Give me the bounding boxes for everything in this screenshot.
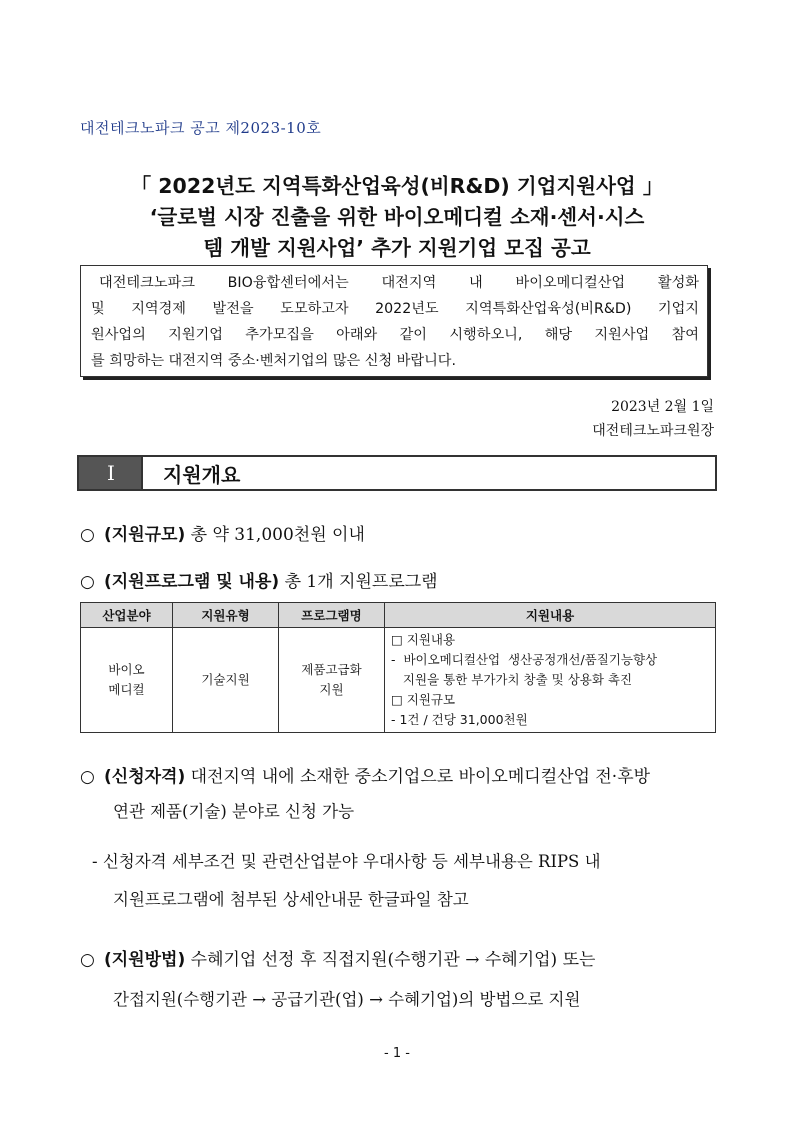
eligibility-sub-1: 신청자격 세부조건 및 관련산업분야 우대사항 등 세부내용은 RIPS 내 [102, 852, 601, 871]
title-line-1: 「 2022년도 지역특화산업육성(비R&D) 기업지원사업 」 [130, 174, 664, 198]
issuer: 대전테크노파크원장 [592, 423, 714, 439]
cell-program [279, 628, 385, 733]
support-program-key: (지원프로그램 및 내용) [104, 572, 280, 592]
eligibility-text-2: 연관 제품(기술) 분야로 신청 가능 [113, 802, 355, 821]
eligibility-key: (신청자격) [104, 767, 186, 787]
announcement-date: 2023년 2월 1일 [611, 399, 714, 415]
bullet-icon: ○ [80, 525, 95, 545]
support-scale-key: (지원규모) [104, 525, 186, 545]
support-program-item [80, 567, 438, 592]
content-line: - 바이오메디컬산업 생산공정개선/품질기능향상 [391, 652, 658, 667]
intro-line-2: 및 지역경제 발전을 도모하고자 2022년도 지역특화산업육성(비R&D) 기업지 [91, 301, 699, 317]
eligibility-item [80, 762, 716, 787]
section-number: Ⅰ [79, 457, 143, 489]
industry-line-2: 메디컬 [108, 682, 145, 697]
method-key: (지원방법) [104, 950, 186, 970]
header-industry: 산업분야 [81, 603, 173, 628]
support-program-text: 총 1개 지원프로그램 [284, 572, 438, 592]
cell-content [385, 628, 716, 733]
method-text-2: 간접지원(수행기관 → 공급기관(업) → 수혜기업)의 방법으로 지원 [113, 990, 581, 1009]
industry-line-1: 바이오 [108, 662, 145, 677]
program-line-1: 제품고급화 [301, 662, 362, 677]
support-program-table [80, 602, 716, 733]
eligibility-sub-item [92, 848, 601, 872]
title-line-3: 템 개발 지원사업’ 추가 지원기업 모집 공고 [203, 236, 591, 260]
bullet-icon: ○ [80, 950, 95, 970]
bullet-icon: ○ [80, 767, 95, 787]
content-line: □ 지원규모 [391, 692, 456, 707]
table-header-row [81, 603, 716, 628]
cell-type: 기술지원 [173, 628, 279, 733]
content-line: 지원을 통한 부가가치 창출 및 상용화 촉진 [391, 672, 633, 687]
cell-industry [81, 628, 173, 733]
method-text-1: 수혜기업 선정 후 직접지원(수행기관 → 수혜기업) 또는 [190, 950, 596, 970]
bullet-icon: ○ [80, 572, 95, 592]
header-program: 프로그램명 [279, 603, 385, 628]
content-line: □ 지원내용 [391, 632, 456, 647]
intro-box [80, 265, 708, 377]
program-line-2: 지원 [319, 682, 344, 697]
intro-line-3: 원사업의 지원기업 추가모집을 아래와 같이 시행하오니, 해당 지원사업 참여 [91, 327, 699, 343]
content-line: - 1건 / 건당 31,000천원 [391, 712, 528, 727]
dash-icon: - [92, 852, 98, 871]
section-title: 지원개요 [143, 457, 240, 489]
eligibility-sub-2: 지원프로그램에 첨부된 상세안내문 한글파일 참고 [113, 890, 469, 909]
table-row [81, 628, 716, 733]
support-scale-text: 총 약 31,000천원 이내 [190, 525, 365, 545]
intro-line-1: 대전테크노파크 BIO융합센터에서는 대전지역 내 바이오메디컬산업 활성화 [99, 275, 699, 291]
header-content: 지원내용 [385, 603, 716, 628]
title-line-2: ‘글로벌 시장 진출을 위한 바이오메디컬 소재·센서·시스 [149, 205, 645, 229]
support-scale-item [80, 520, 365, 545]
intro-line-4: 를 희망하는 대전지역 중소·벤처기업의 많은 신청 바랍니다. [91, 353, 457, 369]
page-number: - 1 - [384, 1046, 410, 1061]
notice-number: 대전테크노파크 공고 제2023-10호 [80, 119, 322, 137]
section-header [77, 455, 717, 491]
eligibility-text-1: 대전지역 내에 소재한 중소기업으로 바이오메디컬산업 전·후방 [190, 767, 651, 787]
method-item [80, 945, 595, 970]
header-type: 지원유형 [173, 603, 279, 628]
